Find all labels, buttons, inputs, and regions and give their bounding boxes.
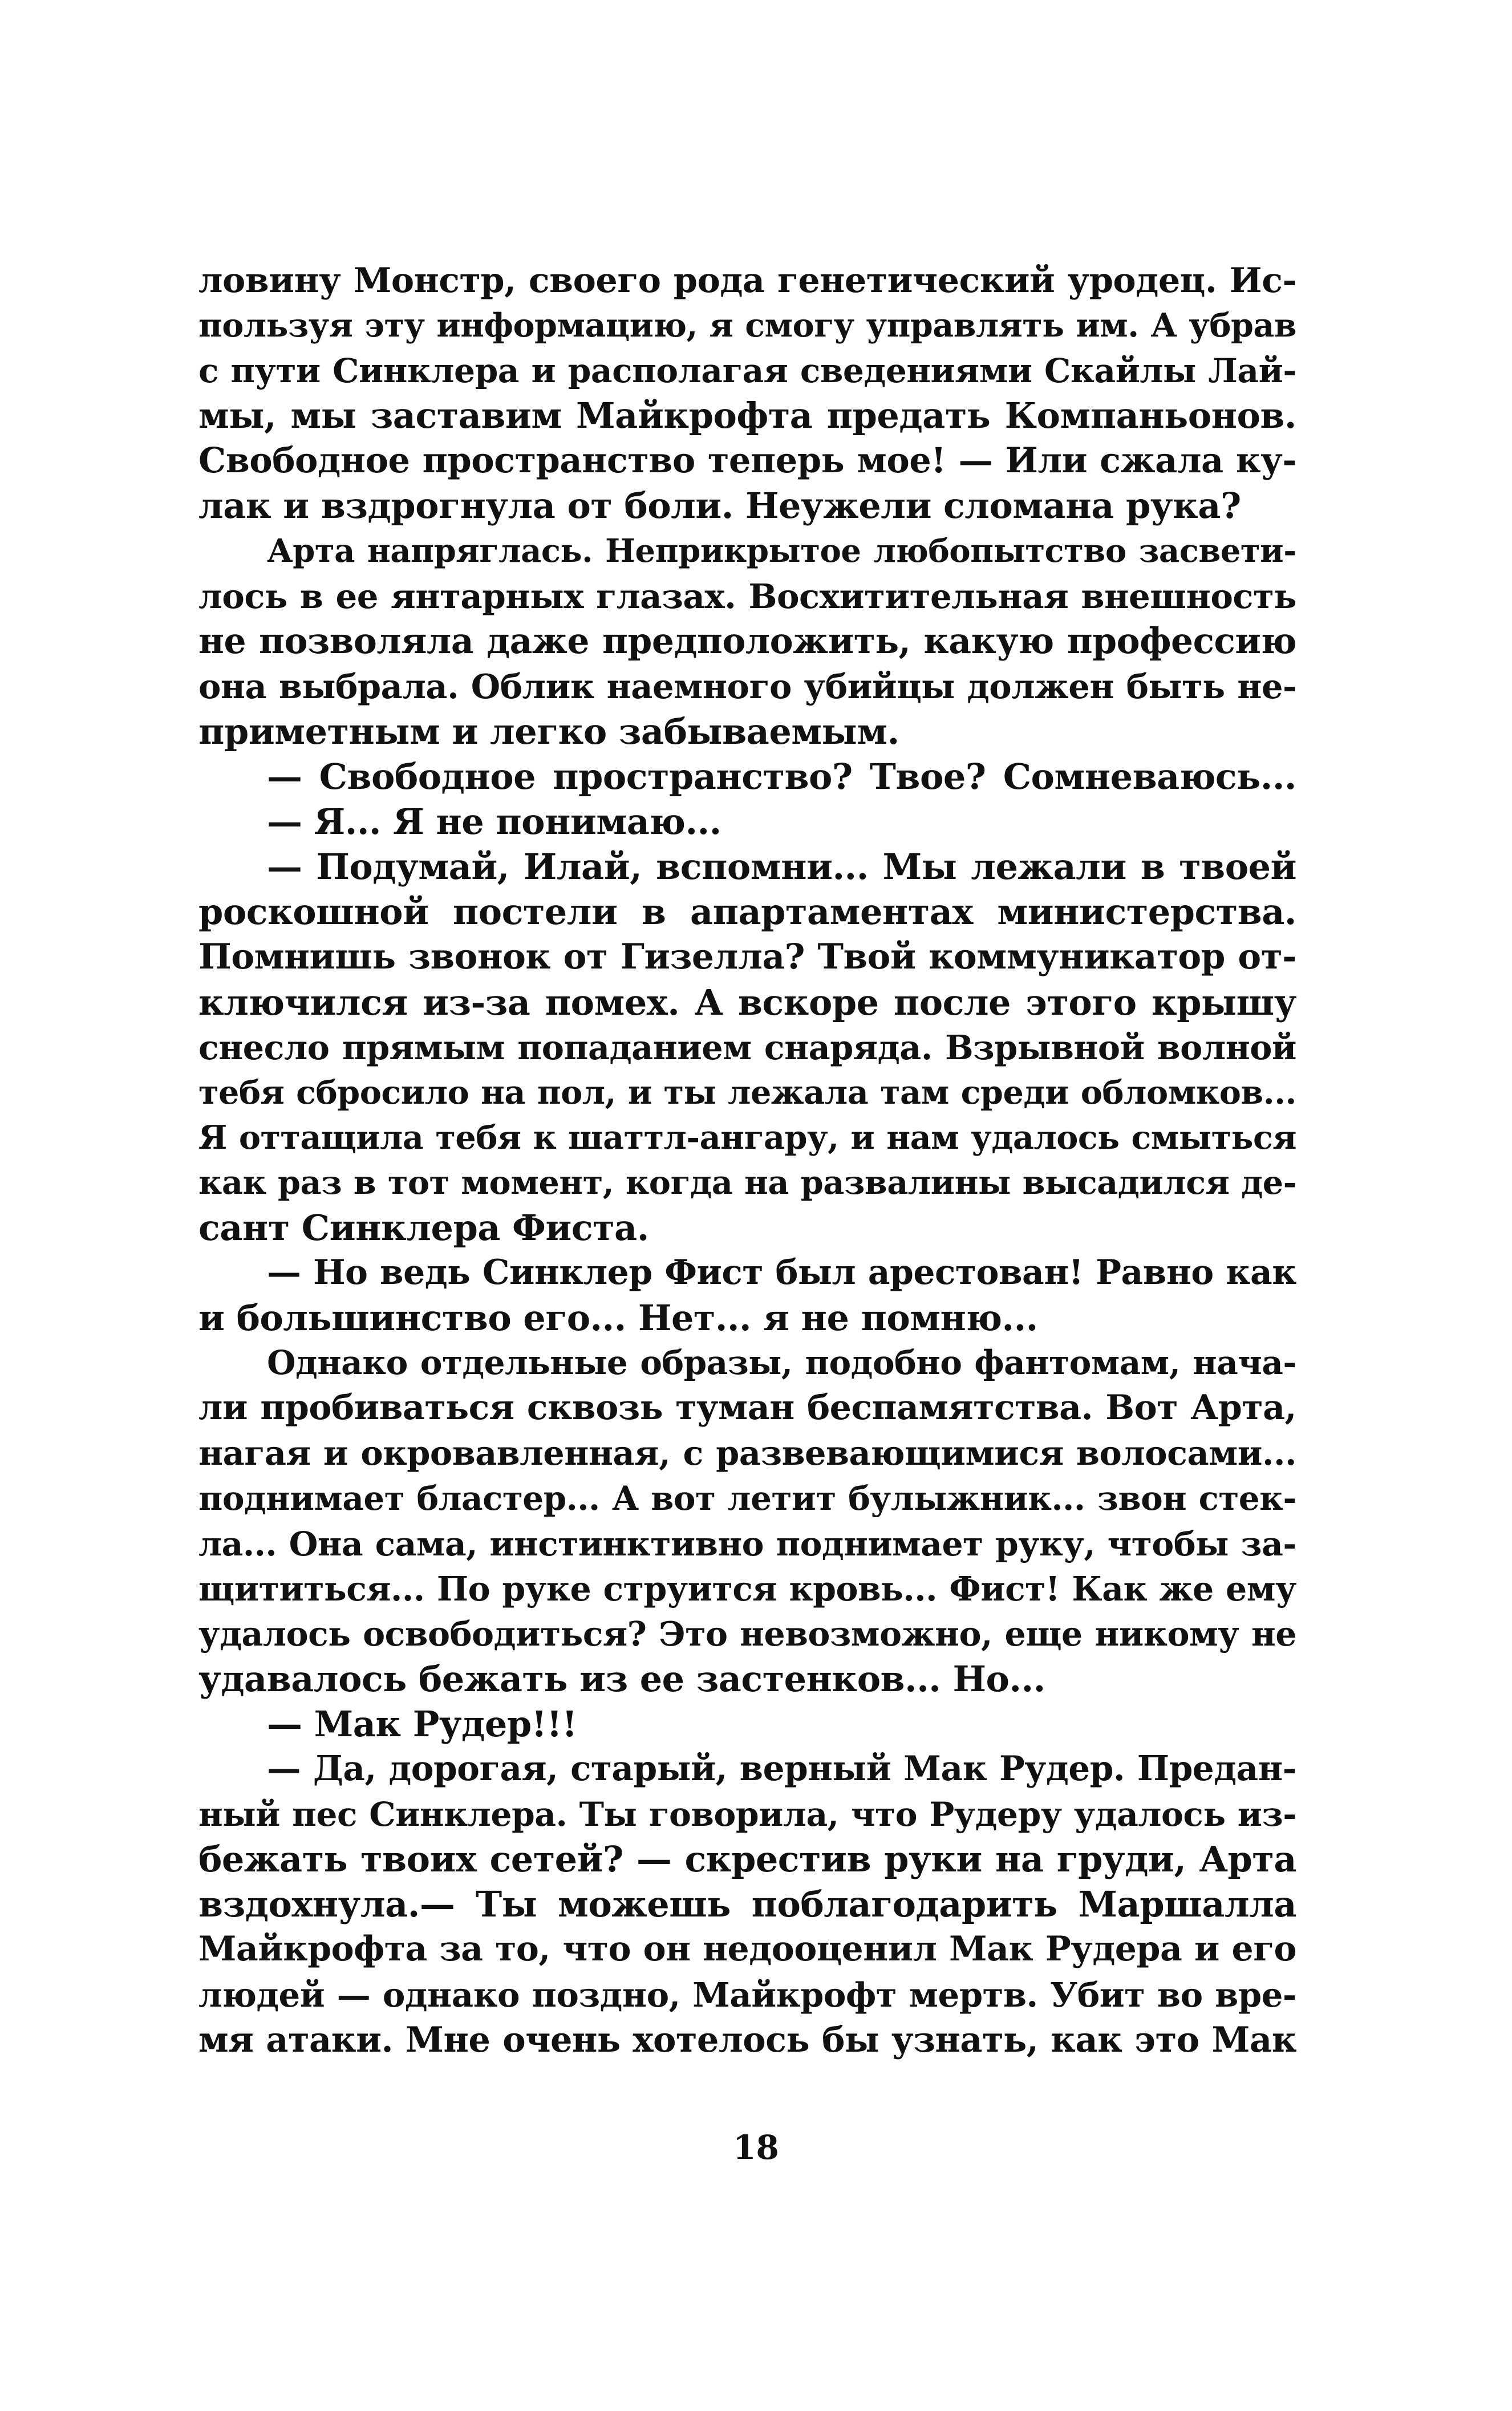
text-line: Майкрофта за то, что он недооценил Мак Рудера и его (198, 1929, 1296, 1970)
text-line: и большинство его... Нет... я не помню... (198, 1297, 1038, 1339)
text-line: ный пес Синклера. Ты говорила, что Рудеру удалось из- (198, 1794, 1296, 1834)
text-line: — Да, дорогая, старый, верный Мак Рудер. Предан- (267, 1749, 1296, 1789)
text-line: ла... Она сама, инстинктивно поднимает руку, чтобы за- (198, 1523, 1296, 1563)
text-line: мя атаки. Мне очень хотелось бы узнать, как это Мак (198, 2019, 1296, 2060)
text-line: лось в ее янтарных глазах. Восхитительная внешность (198, 576, 1296, 616)
text-line: роскошной постели в апартаментах министерства. (198, 891, 1296, 933)
text-line: — Но ведь Синклер Фист был арестован! Равно как (267, 1253, 1296, 1293)
text-line: Арта напряглась. Неприкрытое любопытство засвети- (267, 532, 1296, 570)
text-line: поднимает бластер... А вот летит булыжник... звон стек- (198, 1478, 1296, 1518)
text-line: ключился из-за помех. А вскоре после этого крышу (198, 981, 1296, 1023)
text-line: сант Синклера Фиста. (198, 1206, 649, 1249)
text-line: тебя сбросило на пол, и ты лежала там среди обломков... (198, 1072, 1296, 1112)
text-line: удалось освободиться? Это невозможно, еще никому не (198, 1614, 1296, 1654)
text-line: удавалось бежать из ее застенков... Но... (198, 1658, 1045, 1700)
text-line: — Мак Рудер!!! (267, 1703, 577, 1745)
text-line: Однако отдельные образы, подобно фантомам, нача- (267, 1343, 1296, 1383)
text-line: не позволяла даже предположить, какую профессию (198, 620, 1296, 662)
text-line: Я оттащила тебя к шаттл-ангару, и нам удалось смыться (198, 1118, 1296, 1157)
text-line: Помнишь звонок от Гизелла? Твой коммуникатор от- (198, 937, 1296, 978)
text-line: нагая и окровавленная, с развевающимися волосами... (198, 1433, 1296, 1473)
text-line: мы, мы заставим Майкрофта предать Компаньонов. (198, 395, 1296, 437)
text-line: ловину Монстр, своего рода генетический уродец. Ис- (198, 260, 1296, 301)
text-line: Свободное пространство теперь мое! — Или сжала ку- (198, 440, 1296, 481)
text-line: снесло прямым попаданием снаряда. Взрывной волной (198, 1027, 1296, 1067)
text-line: — Подумай, Илай, вспомни... Мы лежали в твоей (267, 846, 1296, 888)
text-line: бежать твоих сетей? — скрестив руки на груди, Арта (198, 1838, 1296, 1881)
text-line: — Свободное пространство? Твое? Сомневаюсь... (267, 756, 1296, 798)
text-line: лак и вздрогнула от боли. Неужели сломана рука? (198, 485, 1241, 527)
text-line: пользуя эту информацию, я смогу управлять им. А убрав (198, 306, 1296, 345)
body-text (198, 258, 1296, 2062)
text-line: людей — однако поздно, Майкрофт мертв. Убит во вре- (198, 1974, 1296, 2015)
text-line: щититься... По руке струится кровь... Фист! Как же ему (198, 1569, 1296, 1608)
text-line: — Я... Я не понимаю... (267, 801, 721, 843)
page-number: 18 (733, 2128, 779, 2167)
text-line: она выбрала. Облик наемного убийцы должен быть не- (198, 666, 1296, 706)
text-line: вздохнула.— Ты можешь поблагодарить Маршалла (198, 1883, 1296, 1926)
text-line: как раз в тот момент, когда на развалины высадился де- (198, 1162, 1296, 1202)
text-line: ли пробиваться сквозь туман беспамятства. Вот Арта, (198, 1388, 1296, 1428)
text-line: с пути Синклера и располагая сведениями Скайлы Лай- (198, 351, 1296, 391)
text-line: приметным и легко забываемым. (198, 710, 899, 752)
